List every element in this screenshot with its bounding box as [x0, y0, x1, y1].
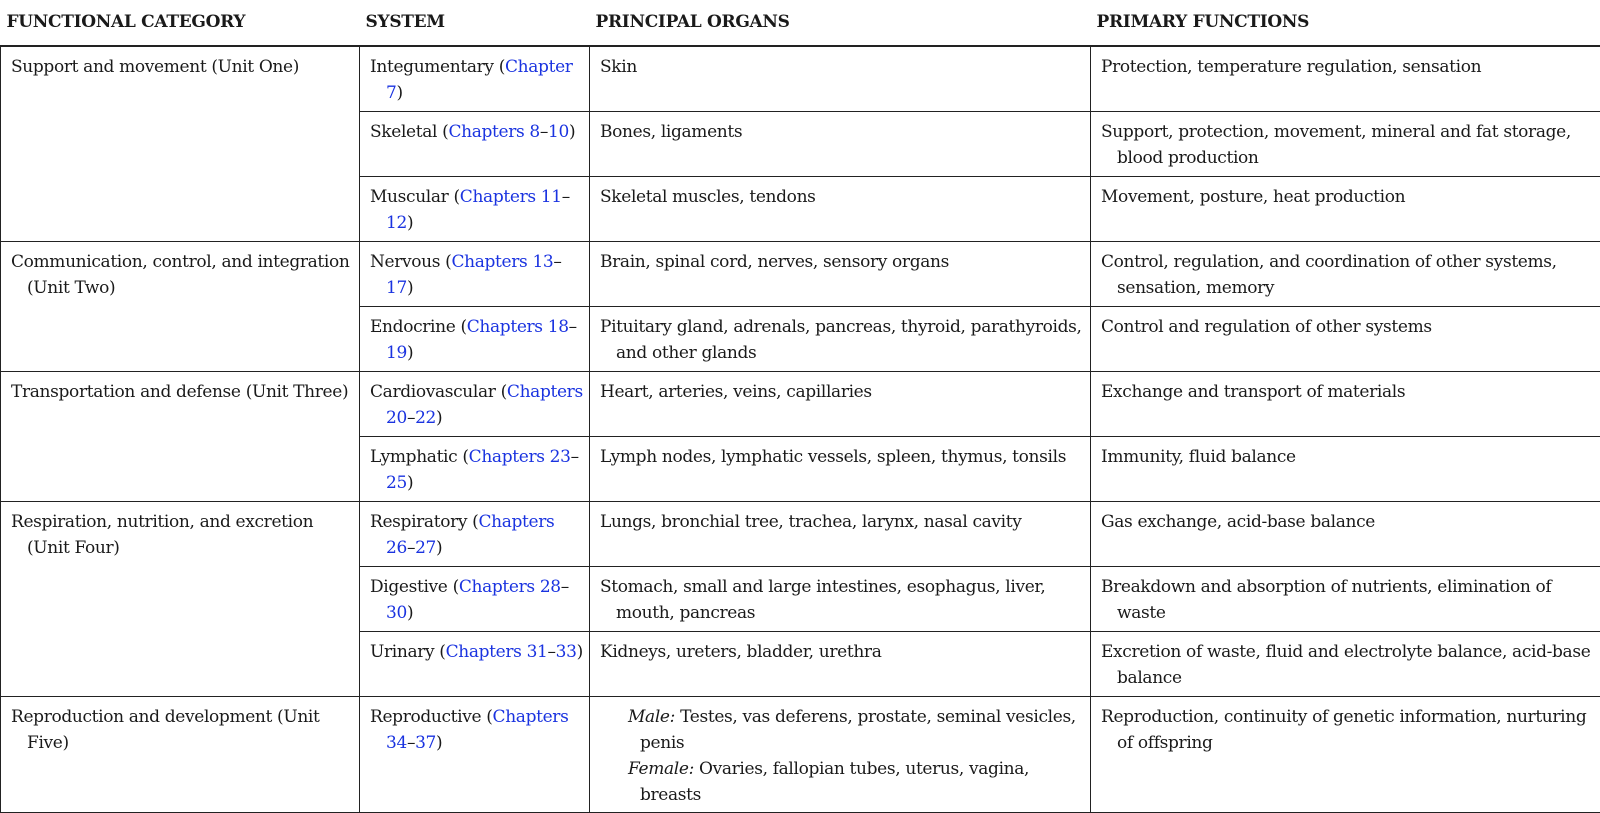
primary-functions-cell: Control, regulation, and coordination of other systems, sensation, memory: [1091, 242, 1600, 307]
system-name: Nervous (: [370, 252, 451, 272]
chapter-link-end[interactable]: 25: [386, 473, 407, 493]
chapter-link[interactable]: Chapters 18: [467, 317, 569, 337]
table-row: [1, 242, 1600, 307]
system-close-paren: ): [577, 642, 583, 662]
system-close-paren: ): [407, 278, 413, 298]
system-cell: [360, 632, 590, 697]
primary-functions-cell: Movement, posture, heat production: [1091, 177, 1600, 242]
header-row: [1, 0, 1600, 46]
system-close-paren: ): [407, 213, 413, 233]
chapter-range-separator: –: [561, 577, 569, 597]
header-system: SYSTEM: [360, 0, 590, 46]
chapter-link-end[interactable]: 37: [415, 733, 436, 753]
chapter-link[interactable]: Chapter 7: [386, 57, 573, 103]
chapter-link-end[interactable]: 19: [386, 343, 407, 363]
system-close-paren: ): [436, 538, 442, 558]
system-cell: [360, 46, 590, 112]
system-name: Endocrine (: [370, 317, 467, 337]
chapter-range-separator: –: [407, 538, 415, 558]
chapter-range-separator: –: [553, 252, 561, 272]
female-label: Female:: [628, 759, 694, 779]
principal-organs-cell: Heart, arteries, veins, capillaries: [590, 372, 1091, 437]
system-name: Integumentary (: [370, 57, 505, 77]
functional-category-cell: Respiration, nutrition, and excretion (Unit Four): [1, 502, 360, 697]
system-cell: [360, 567, 590, 632]
primary-functions-cell: Support, protection, movement, mineral and fat storage, blood production: [1091, 112, 1600, 177]
system-cell: [360, 242, 590, 307]
chapter-link[interactable]: Chapters 28: [459, 577, 561, 597]
chapter-range-separator: –: [548, 642, 556, 662]
table-row: [1, 502, 1600, 567]
system-name: Muscular (: [370, 187, 460, 207]
principal-organs-cell: Stomach, small and large intestines, esophagus, liver, mouth, pancreas: [590, 567, 1091, 632]
principal-organs-cell: Skeletal muscles, tendons: [590, 177, 1091, 242]
chapter-link[interactable]: Chapters 34: [386, 707, 568, 753]
chapter-link[interactable]: Chapters 23: [469, 447, 571, 467]
system-cell: [360, 307, 590, 372]
chapter-link[interactable]: Chapters 11: [460, 187, 562, 207]
chapter-link-end[interactable]: 17: [386, 278, 407, 298]
system-name: Urinary (: [370, 642, 446, 662]
female-organs-text: Ovaries, fallopian tubes, uterus, vagina, breasts: [640, 759, 1029, 805]
chapter-range-separator: –: [407, 408, 415, 428]
primary-functions-cell: Gas exchange, acid-base balance: [1091, 502, 1600, 567]
system-close-paren: ): [407, 473, 413, 493]
system-cell: [360, 177, 590, 242]
system-name: Cardiovascular (: [370, 382, 507, 402]
chapter-link[interactable]: Chapters 13: [451, 252, 553, 272]
system-cell: [360, 697, 590, 813]
principal-organs-cell: Kidneys, ureters, bladder, urethra: [590, 632, 1091, 697]
chapter-range-separator: –: [562, 187, 570, 207]
functional-category-cell: Transportation and defense (Unit Three): [1, 372, 360, 502]
table-row: [1, 372, 1600, 437]
chapter-link-end[interactable]: 30: [386, 603, 407, 623]
system-name: Digestive (: [370, 577, 459, 597]
chapter-link[interactable]: Chapters 26: [386, 512, 554, 558]
primary-functions-cell: Breakdown and absorption of nutrients, elimination of waste: [1091, 567, 1600, 632]
primary-functions-cell: Protection, temperature regulation, sensation: [1091, 46, 1600, 112]
chapter-link[interactable]: Chapters 20: [386, 382, 583, 428]
functional-category-cell: Reproduction and development (Unit Five): [1, 697, 360, 813]
system-cell: [360, 437, 590, 502]
chapter-range-separator: –: [571, 447, 579, 467]
female-organs-line: [628, 756, 1086, 808]
chapter-range-separator: –: [569, 317, 577, 337]
system-name: Skeletal (: [370, 122, 448, 142]
system-cell: [360, 372, 590, 437]
male-organs-line: [628, 704, 1086, 756]
primary-functions-cell: Reproduction, continuity of genetic information, nurturing of offspring: [1091, 697, 1600, 813]
chapter-link-end[interactable]: 10: [548, 122, 569, 142]
chapter-link-end[interactable]: 22: [415, 408, 436, 428]
system-close-paren: ): [407, 603, 413, 623]
primary-functions-cell: Control and regulation of other systems: [1091, 307, 1600, 372]
primary-functions-cell: Exchange and transport of materials: [1091, 372, 1600, 437]
table-body: [1, 46, 1600, 813]
table-row: [1, 46, 1600, 112]
system-name: Reproductive (: [370, 707, 493, 727]
primary-functions-cell: Excretion of waste, fluid and electrolyte balance, acid-base balance: [1091, 632, 1600, 697]
system-close-paren: ): [569, 122, 575, 142]
principal-organs-cell: Brain, spinal cord, nerves, sensory organs: [590, 242, 1091, 307]
functional-category-cell: Communication, control, and integration (Unit Two): [1, 242, 360, 372]
principal-organs-cell: Skin: [590, 46, 1091, 112]
chapter-link-end[interactable]: 27: [415, 538, 436, 558]
male-organs-text: Testes, vas deferens, prostate, seminal vesicles, penis: [640, 707, 1076, 753]
system-name: Respiratory (: [370, 512, 478, 532]
chapter-link[interactable]: Chapters 8: [448, 122, 539, 142]
principal-organs-cell: Lymph nodes, lymphatic vessels, spleen, thymus, tonsils: [590, 437, 1091, 502]
system-cell: [360, 112, 590, 177]
header-principal-organs: PRINCIPAL ORGANS: [590, 0, 1091, 46]
system-close-paren: ): [407, 343, 413, 363]
chapter-link-end[interactable]: 12: [386, 213, 407, 233]
chapter-link-end[interactable]: 33: [556, 642, 577, 662]
male-label: Male:: [628, 707, 675, 727]
chapter-range-separator: –: [407, 733, 415, 753]
chapter-link[interactable]: Chapters 31: [446, 642, 548, 662]
table-header: [1, 0, 1600, 46]
principal-organs-cell: [590, 697, 1091, 813]
chapter-range-separator: –: [540, 122, 548, 142]
primary-functions-cell: Immunity, fluid balance: [1091, 437, 1600, 502]
system-cell: [360, 502, 590, 567]
system-name: Lymphatic (: [370, 447, 469, 467]
principal-organs-cell: Lungs, bronchial tree, trachea, larynx, nasal cavity: [590, 502, 1091, 567]
header-primary-functions: PRIMARY FUNCTIONS: [1091, 0, 1600, 46]
system-close-paren: ): [436, 408, 442, 428]
system-close-paren: ): [436, 733, 442, 753]
header-functional-category: FUNCTIONAL CATEGORY: [1, 0, 360, 46]
system-close-paren: ): [396, 83, 402, 103]
principal-organs-cell: Bones, ligaments: [590, 112, 1091, 177]
functional-category-cell: Support and movement (Unit One): [1, 46, 360, 242]
table-row: [1, 697, 1600, 813]
principal-organs-cell: Pituitary gland, adrenals, pancreas, thyroid, parathyroids, and other glands: [590, 307, 1091, 372]
